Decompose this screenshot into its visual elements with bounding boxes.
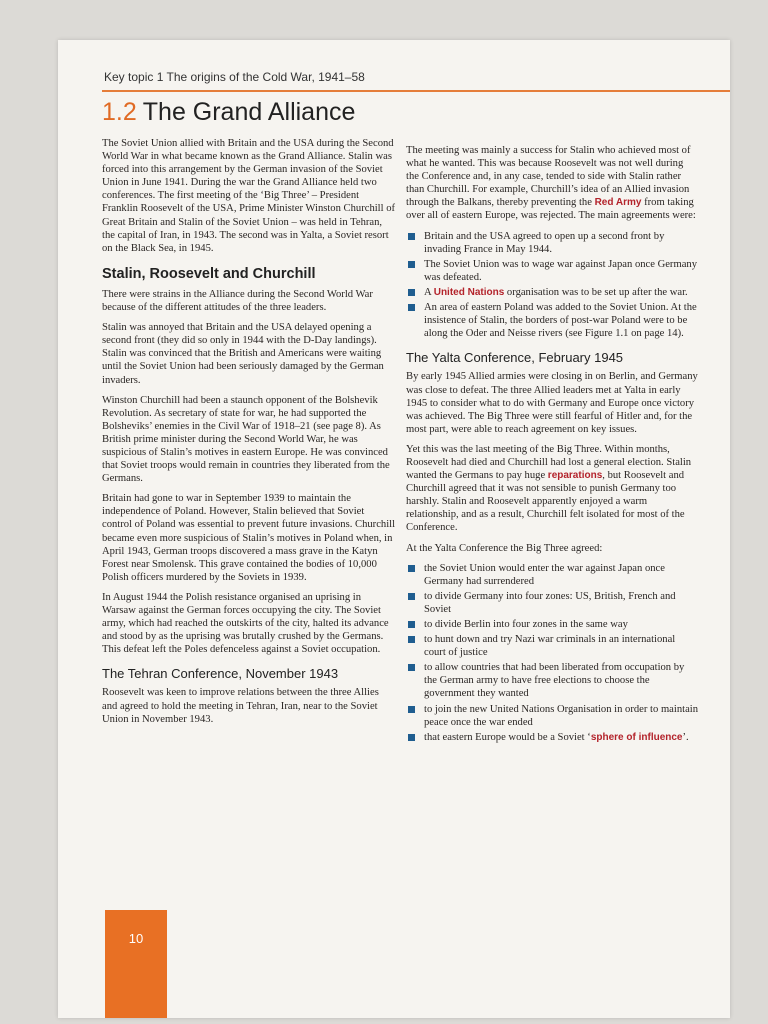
bullet-square-icon [408,636,415,643]
key-term-red-army: Red Army [594,197,642,209]
bullet-square-icon [408,706,415,713]
list-item [406,590,698,616]
bullet-square-icon [408,621,415,628]
paragraph: Britain had gone to war in September 1939 to maintain the independence of Poland. However, Stalin believed that Soviet control of Poland was essential to prevent future invasions. Churchill became even more suspicious of Stalin’s motives in Poland when, in April 1943, German troops discovered a mass grave in the Katyn Forest near Smolensk. This grave contained the bodies of 10,000 Polish officers murdered by the Soviets in 1939. [102,493,396,583]
key-term-united-nations: United Nations [433,286,505,298]
list-item [406,703,698,729]
section-title-text: The Grand Alliance [142,98,356,126]
list-item [406,731,698,744]
text-run: A [424,286,434,298]
key-topic-header: Key topic 1 The origins of the Cold War, 1941–58 [104,70,365,84]
text-run: that eastern Europe would be a Soviet ‘ [424,731,591,743]
section-title [102,98,355,127]
left-column [102,137,396,733]
list-item-text: to join the new United Nations Organisation in order to maintain peace once the war ended [424,703,699,728]
paragraph [406,144,698,223]
header-rule [102,90,730,92]
list-item [406,258,698,284]
yalta-agreements-list [406,562,698,744]
bullet-square-icon [408,261,415,268]
bullet-square-icon [408,304,415,311]
text-run: from taking over all of eastern Europe, was rejected. The main agreements were: [406,197,696,222]
bullet-square-icon [408,289,415,296]
tehran-agreements-list [406,230,698,341]
paragraph: There were strains in the Alliance during the Second World War because of the different attitudes of the three leaders. [102,288,373,314]
right-column [406,144,698,751]
page-number: 10 [128,931,144,946]
section-number: 1.2 [102,98,137,126]
paragraph: By early 1945 Allied armies were closing in on Berlin, and Germany was close to defeat. The three Allied leaders met at Yalta in early 1945 to consider what to do with Germany and Europe once victory was achieved. The Big Three were still fearful of Hitler and, for the most part, were able to reach agreement on key issues. [406,371,698,435]
list-item [406,618,698,631]
list-item-text: to divide Berlin into four zones in the same way [424,619,628,630]
list-item [406,661,698,700]
paragraph: Roosevelt was keen to improve relations between the three Allies and agreed to hold the meeting in Tehran, Iran, near to the Soviet Union in November 1943. [102,687,379,725]
heading-tehran-conference: The Tehran Conference, November 1943 [102,666,339,682]
list-item [406,230,698,256]
textbook-page [58,40,730,1018]
intro-paragraph: The Soviet Union allied with Britain and the USA during the Second World War in what became known as the Grand Alliance. Stalin was forced into this arrangement by the German invasion of the Soviet Union in June 1941. During the war the Grand Alliance held two conferences. The first meeting of the ‘Big Three’ – President Franklin Roosevelt of the USA, Prime Minister Winston Churchill of Great Britain and Stalin of the Soviet Union – was held in Tehran, the capital of Iran, in 1943. The second was in Yalta, a Soviet resort on the Black Sea, in 1945. [102,138,396,254]
bullet-square-icon [408,593,415,600]
key-term-sphere-of-influence: sphere of influence [590,731,683,743]
list-item-text: to divide Germany into four zones: US, British, French and Soviet [424,590,676,615]
list-item [406,633,698,659]
page-number-tab [105,910,167,1018]
text-run: The meeting was mainly a success for Stalin who achieved most of what he wanted. This was because Roosevelt was not well during the Conference and, in any case, tended to side with Stalin rather than Churchill. For example, Churchill’s idea of an Allied invasion through the Balkans, thereby preventing the [406,145,691,209]
text-run: organisation was to be set up after the war. [504,286,688,298]
paragraph: Stalin was annoyed that Britain and the USA delayed opening a second front (they did so only in 1944 with the D-Day landings). Stalin was convinced that the British and Americans were waiting until the Soviet Union had been seriously damaged by the German invaders. [102,322,384,386]
list-item [406,562,698,588]
list-item-text: An area of eastern Poland was added to the Soviet Union. At the insistence of Stalin, the borders of post-war Poland were to be along the Oder and Neisse rivers (see Figure 1.1 on page 14). [424,302,697,340]
paragraph: In August 1944 the Polish resistance organised an uprising in Warsaw against the German forces occupying the city. The Soviet army, which had reached the outskirts of the city, halted its advance and stood by as the uprising was brutally crushed by the Germans. This defeat left the Poles defenceless against a Soviet occupation. [102,591,389,656]
list-item [406,286,698,299]
bullet-square-icon [408,565,415,572]
text-run: ’. [682,731,689,743]
list-item [406,301,698,340]
paragraph [406,443,698,535]
bullet-square-icon [408,734,415,741]
heading-stalin-roosevelt-churchill: Stalin, Roosevelt and Churchill [102,265,316,282]
list-item-text: The Soviet Union was to wage war against Japan once Germany was defeated. [424,258,698,283]
list-item-text: the Soviet Union would enter the war against Japan once Germany had surrendered [424,562,665,587]
paragraph: Winston Churchill had been a staunch opponent of the Bolshevik Revolution. As secretary of state for war, he had supported the Bolsheviks’ enemies in the Civil War of 1918–21 (see page 8). As British prime minister during the Second World War, he was suspicious of Stalin’s motives in eastern Europe. He was convinced that Soviet troops would remain in countries they liberated from the Germans. [102,394,390,485]
text-run: Yet this was the last meeting of the Big Three. Within months, Roosevelt had died and Churchill had lost a general election. Stalin wanted the Germans to pay huge [406,443,692,482]
paragraph: At the Yalta Conference the Big Three agreed: [406,542,603,554]
text-run: , but Roosevelt and Churchill agreed that it was not sensible to punish Germany too harshly. Stalin and Roosevelt apparently enjoyed a warm relationship, and as a result, Churchill felt isolated for most of the Conference. [406,470,685,534]
list-item-text: Britain and the USA agreed to open up a second front by invading France in May 1944. [424,230,665,255]
bullet-square-icon [408,664,415,671]
key-term-reparations: reparations [547,470,603,482]
bullet-square-icon [408,233,415,240]
list-item-text: to allow countries that had been liberated from occupation by the German army to have free elections to choose the government they wanted [424,662,685,700]
heading-yalta-conference: The Yalta Conference, February 1945 [406,350,624,366]
list-item-text: to hunt down and try Nazi war criminals in an international court of justice [424,634,676,659]
